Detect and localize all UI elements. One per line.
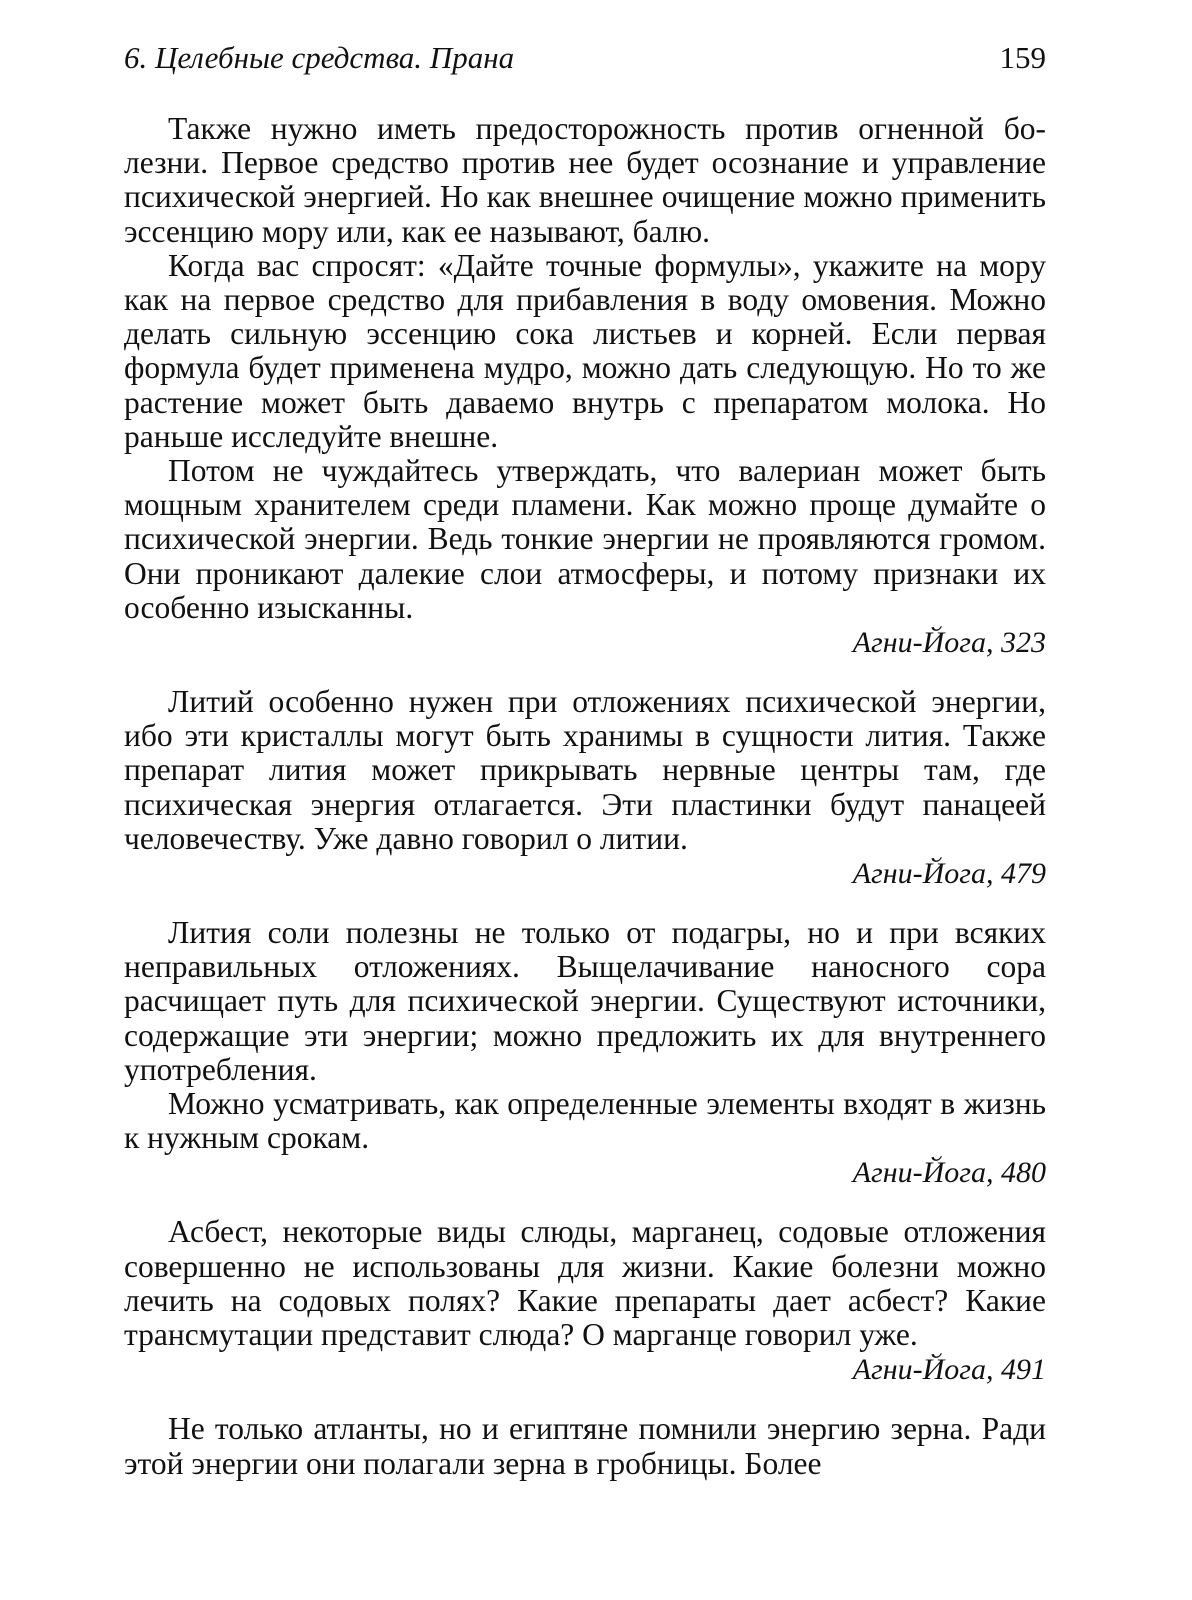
excerpt-479 [124,685,1046,892]
excerpt-480 [124,916,1046,1191]
paragraph: Также нужно иметь предосторожность против огненной болезни. Первое средство против нее будет осознание и управление психической энергией. Но как внешнее очищение можно применить эссенцию мору или, как ее называют, балю. [124,111,1046,249]
source-citation: Агни-Йога, 479 [852,857,1046,891]
paragraph: Лития соли полезны не только от подагры, но и при всяких неправильных отложениях. Выщелачивание наносного сора расчищает путь для психической энергии. Существуют источники, содержащие эти энергии; можно предложить их для внутреннего употребления. [124,915,1046,1087]
excerpt-continued [124,1412,1046,1480]
paragraph: Когда вас спросят: «Дайте точные формулы», укажите на мору как на первое средство для прибавления в воду омовения. Можно делать сильную эссенцию сока листьев и корней. Если первая формула будет применена мудро, можно дать следующую. Но то же растение может быть даваемо внутрь с препаратом молока. Но раньше исследуйте внешне. [124,247,1046,454]
source-citation: Агни-Йога, 323 [852,626,1046,660]
excerpt-491 [124,1215,1046,1388]
paragraph: Потом не чуждайтесь утверждать, что валериан может быть мощным хранителем среди пламени. Как можно проще думайте о психической энергии. Ведь тонкие энергии не проявляются громом. Они проникают далекие слои атмосферы, и потому признаки их особенно изысканны. [124,453,1046,625]
paragraph: Асбест, некоторые виды слюды, марганец, содовые отложения совершенно не использованы для жизни. Какие болезни можно лечить на содовых полях? Какие препараты дает асбест? Какие трансмутации представит слюда? О марганце говорил уже. [124,1214,1046,1353]
paragraph: Можно усматривать, как определенные элементы входят в жизнь к нужным срокам. [124,1086,1046,1156]
paragraph: Литий особенно нужен при отложениях психической энергии, ибо эти кристаллы могут быть хранимы в сущности лития. Также препарат лития может прикрывать нервные центры там, где психическая энергия отлагается. Эти пластинки будут панацеей человечеству. Уже давно говорил о литии. [124,684,1046,856]
excerpt-323 [124,112,1046,661]
source-citation: Агни-Йога, 480 [852,1156,1046,1190]
book-page [124,38,1046,1481]
source-citation: Агни-Йога, 491 [852,1353,1046,1387]
running-head: 6. Целебные средства. Прана [124,40,515,75]
page-number: 159 [999,40,1046,75]
paragraph: Не только атланты, но и египтяне помнили энергию зерна. Ради этой энергии они полагали зерна в гробницы. Более [124,1411,1046,1481]
page-header [124,38,1046,78]
